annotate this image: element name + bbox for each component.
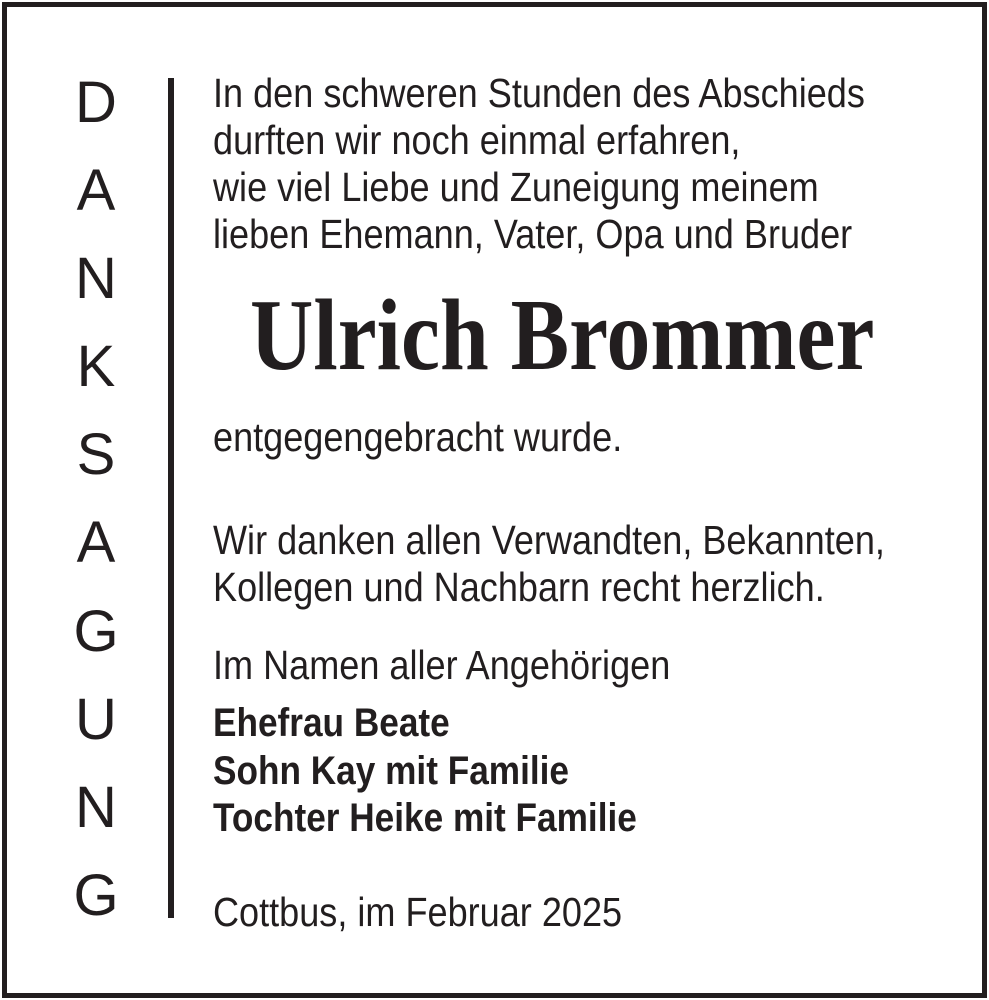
intro-line-1: In den schweren Stunden des Abschieds	[213, 70, 865, 116]
behalf-line: Im Namen aller Angehörigen	[213, 642, 671, 688]
intro-paragraph	[213, 70, 865, 258]
vertical-title-danksagung	[56, 59, 136, 940]
intro-line-4: lieben Ehemann, Vater, Opa und Bruder	[213, 211, 853, 257]
after-name-line: entgegengebracht wurde.	[213, 414, 623, 460]
vertical-title-letter-1: D	[75, 70, 117, 135]
vertical-title-letter-4: K	[76, 334, 116, 400]
vertical-title-letter-2: A	[76, 158, 116, 224]
mourner-line-son: Sohn Kay mit Familie	[213, 748, 569, 793]
mourner-line-wife: Ehefrau Beate	[213, 701, 450, 745]
intro-line-2: durften wir noch einmal erfahren,	[213, 117, 741, 163]
vertical-title-letter-3: N	[75, 246, 117, 312]
vertical-title-letter-9: N	[75, 774, 117, 840]
vertical-title-letter-10: G	[73, 862, 119, 928]
thanks-paragraph	[213, 517, 885, 611]
deceased-name: Ulrich Brommer	[250, 279, 875, 392]
thanks-line-1: Wir danken allen Verwandten, Bekannten,	[213, 517, 885, 563]
mourners-list	[213, 700, 637, 843]
intro-line-3: wie viel Liebe und Zuneigung meinem	[213, 164, 819, 210]
thanks-line-2: Kollegen und Nachbarn recht herzlich.	[213, 564, 825, 610]
vertical-title-letter-8: U	[75, 686, 117, 752]
vertical-divider-rule	[168, 78, 174, 918]
place-date-line: Cottbus, im Februar 2025	[213, 889, 623, 935]
vertical-title-letter-5: S	[76, 422, 116, 488]
vertical-title-letter-7: G	[73, 598, 119, 664]
vertical-title-letter-6: A	[76, 510, 116, 576]
mourner-line-daughter: Tochter Heike mit Familie	[213, 796, 637, 840]
